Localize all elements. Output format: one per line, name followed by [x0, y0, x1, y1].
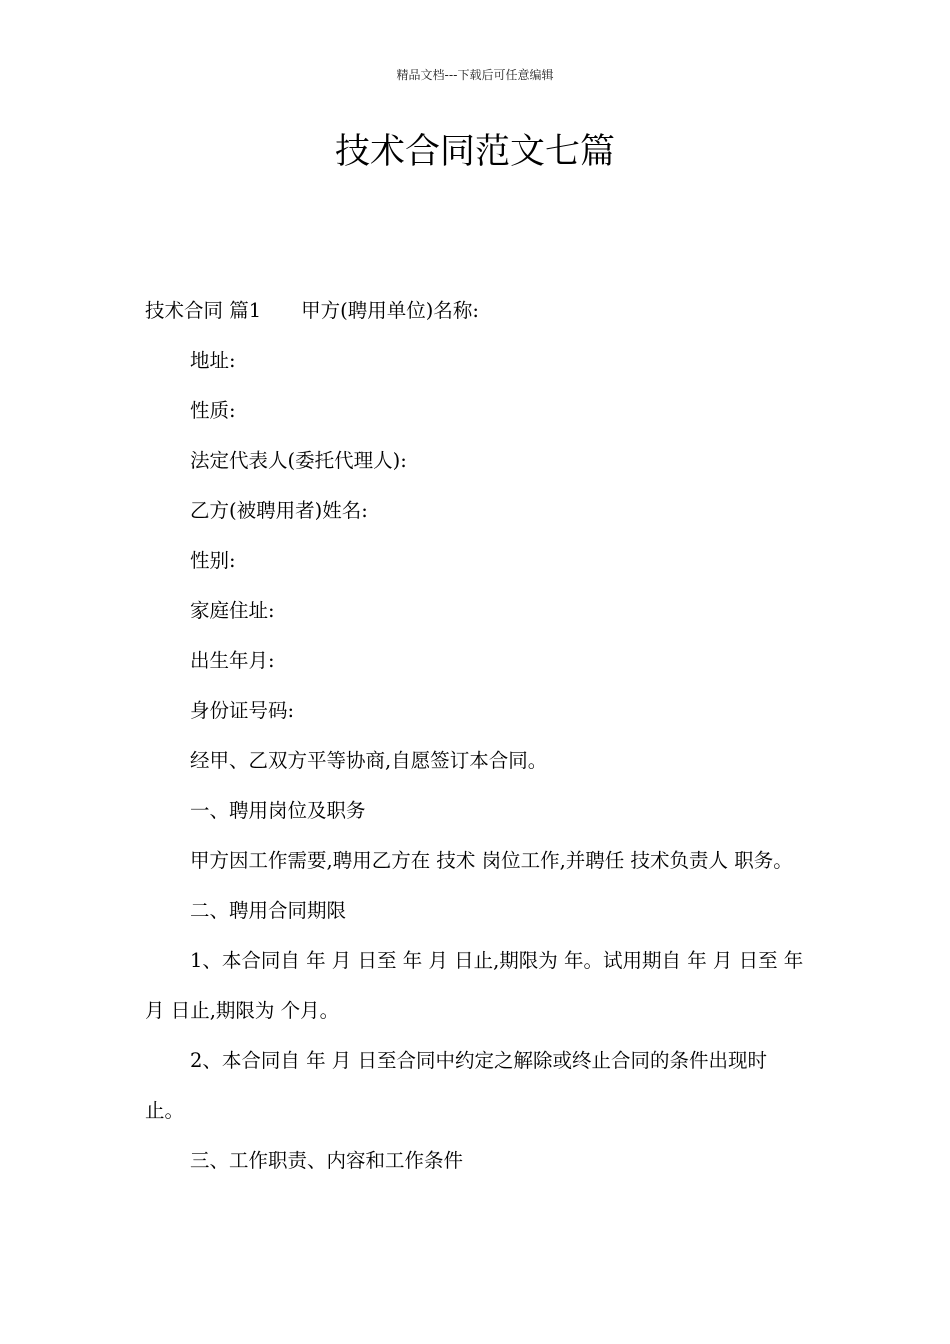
address-field: 地址:: [190, 349, 236, 372]
header-note: 精品文档---下载后可任意编辑: [396, 68, 554, 82]
nature-field: 性质:: [190, 399, 236, 422]
section-2-item-1: 1、本合同自 年 月 日至 年 月 日止,期限为 年。试用期自 年 月 日至 年 月 日止,期限为 个月。: [145, 949, 804, 1022]
section-1-text: 甲方因工作需要,聘用乙方在 技术 岗位工作,并聘任 技术负责人 职务。: [190, 849, 793, 872]
section-1-heading: 一、聘用岗位及职务: [190, 799, 366, 822]
section-2-heading: 二、聘用合同期限: [190, 899, 347, 922]
home-address-field: 家庭住址:: [190, 599, 275, 622]
birth-date-field: 出生年月:: [190, 649, 275, 672]
gender-field: 性别:: [190, 549, 236, 572]
section-2-item-2: 2、本合同自 年 月 日至合同中约定之解除或终止合同的条件出现时止。: [145, 1049, 768, 1122]
intro-paragraph: 经甲、乙双方平等协商,自愿签订本合同。: [190, 749, 548, 772]
first-line: [145, 286, 805, 336]
document-title: 技术合同范文七篇: [334, 132, 615, 172]
party-a-name-field: 甲方(聘用单位)名称:: [301, 299, 479, 322]
id-number-field: 身份证号码:: [190, 699, 295, 722]
party-b-name-field: 乙方(被聘用者)姓名:: [190, 499, 368, 522]
legal-rep-field: 法定代表人(委托代理人):: [190, 449, 407, 472]
document-body: [145, 286, 805, 1186]
section-label: 技术合同 篇1: [145, 299, 262, 322]
section-3-heading: 三、工作职责、内容和工作条件: [190, 1149, 464, 1172]
